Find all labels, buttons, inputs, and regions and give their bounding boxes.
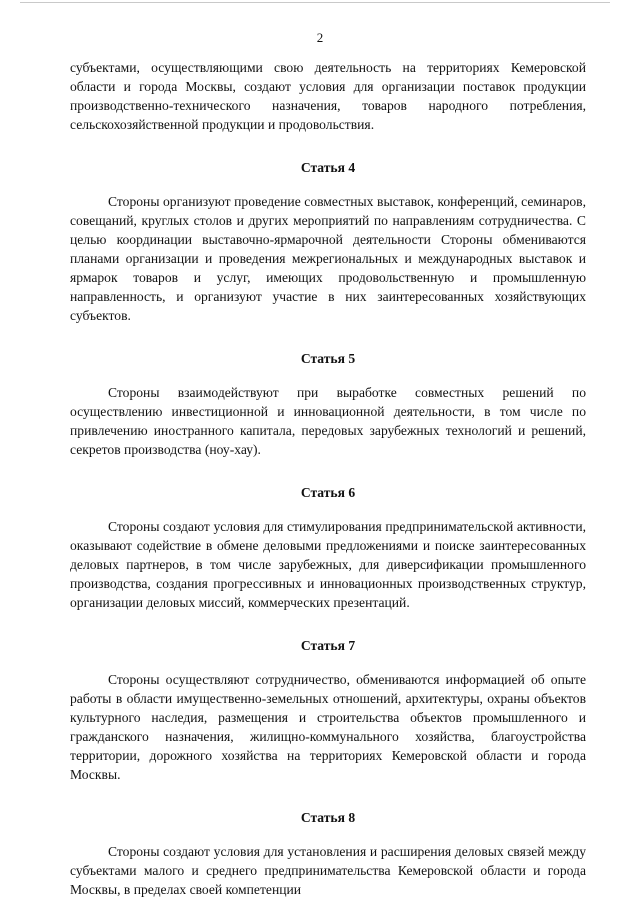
top-rule xyxy=(20,2,610,3)
article-7-text: Стороны осуществляют сотрудничество, обмениваются информацией об опыте работы в области имущественно-земельных отношений, архитектуры, охраны объектов культурного наследия, размещения и строительства объектов промышленного и гражданского назначения, жилищно-коммунального хозяйства, благоустройства территории, дорожного хозяйства на территориях Кемеровской области и города Москвы. xyxy=(70,672,586,782)
article-5-heading: Статья 5 xyxy=(300,351,356,366)
article-8-heading: Статья 8 xyxy=(300,810,356,825)
document-body xyxy=(70,58,586,899)
article-7-heading: Статья 7 xyxy=(300,638,356,653)
article-5-text: Стороны взаимодействуют при выработке совместных решений по осуществлению инвестиционной и инновационной деятельности, в том числе по привлечению иностранного капитала, передовых зарубежных технологий и решений, секретов производства (ноу-хау). xyxy=(70,385,586,457)
article-6-heading: Статья 6 xyxy=(300,485,356,500)
article-4-heading: Статья 4 xyxy=(300,160,356,175)
article-8-text: Стороны создают условия для установления и расширения деловых связей между субъектами малого и среднего предпринимательства Кемеровской области и города Москвы, в пределах своей компетенции xyxy=(70,844,586,897)
page-number: 2 xyxy=(316,30,324,45)
article-6-text: Стороны создают условия для стимулирования предпринимательской активности, оказывают содействие в обмене деловыми предложениями и поиске заинтересованных деловых партнеров, в том числе зарубежных, для диверсификации промышленного производства, создания прогрессивных и инновационных производственных структур, организации деловых миссий, коммерческих презентаций. xyxy=(70,519,586,610)
intro-paragraph: субъектами, осуществляющими свою деятельность на территориях Кемеровской области и города Москвы, создают условия для организации поставок продукции производственно-технического назначения, товаров народного потребления, сельскохозяйственной продукции и продовольствия. xyxy=(70,60,586,132)
article-4-text: Стороны организуют проведение совместных выставок, конференций, семинаров, совещаний, круглых столов и других мероприятий по направлениям сотрудничества. С целью координации выставочно-ярмарочной деятельности Стороны обмениваются планами организации и проведения межрегиональных и международных выставок и ярмарок товаров и услуг, имеющих продовольственную и промышленную направленность, и организуют участие в них заинтересованных хозяйствующих субъектов. xyxy=(70,194,586,323)
